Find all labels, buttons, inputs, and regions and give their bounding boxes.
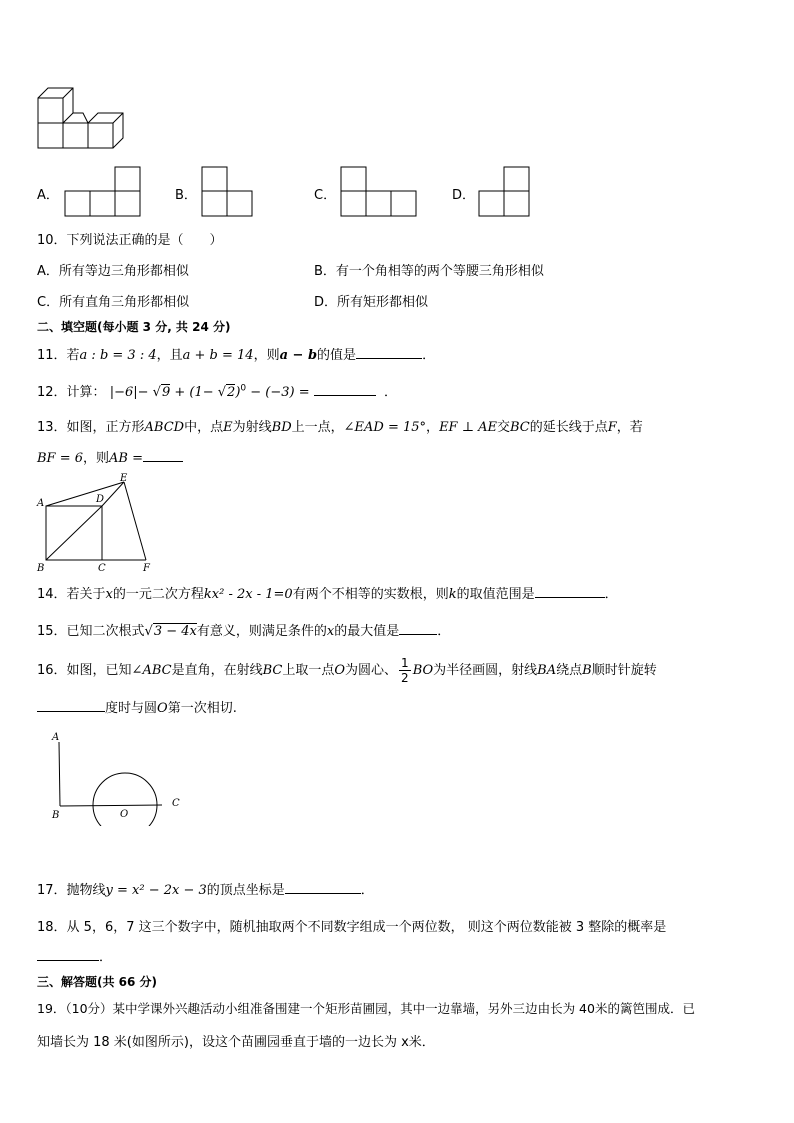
q19-line-2: 知墙长为 18 米(如图所示)，设这个苗圃园垂直于墙的一边长为 x米． (37, 1035, 435, 1050)
q14-text-4: 的取值范围是 (456, 587, 535, 602)
q15-text-2: 有意义，则满足条件的 (196, 624, 327, 639)
q12-root-9: 9 (161, 385, 171, 400)
q13-text-6: 交 (496, 420, 510, 435)
q13-square-name: ABCD (144, 420, 185, 435)
q16-label-a: A (52, 732, 60, 743)
q13-text-5: ， (426, 420, 440, 435)
q13-perpendicular: EF ⊥ AE (439, 420, 497, 435)
q14-equation: kx² - 2x - 1=0 (203, 587, 293, 602)
q12: 12．计算： $|-6|- √9 + (1- √2)^0 - (-3)$ = ． (37, 381, 397, 400)
q13-diagonal-bd (46, 506, 102, 560)
q16-circle-o: O (157, 701, 168, 716)
q11-answer-blank[interactable] (356, 344, 422, 359)
option-c-view (340, 166, 420, 218)
q12-paren-close: ) (235, 385, 241, 400)
q11-text-3: ，则 (253, 348, 280, 363)
q12-abs-value: |−6|− (109, 385, 153, 400)
q16-text-6: 绕点 (556, 663, 583, 678)
q10-option-d: D．所有矩形都相似 (314, 295, 429, 310)
q12-root-2: 2 (227, 385, 236, 400)
q12-paren-open: + (1− (170, 385, 218, 400)
q14-k: k (448, 587, 457, 602)
q13-ab: AB = (109, 451, 143, 466)
q16-text-5: 为半径画圆，射线 (433, 663, 538, 678)
q13-segment-ae (46, 482, 124, 506)
section-3-heading: 三、解答题(共 66 分) (37, 975, 158, 989)
q16-text-7: 顺时针旋转 (591, 663, 657, 678)
q17-end: ． (360, 883, 374, 898)
q16-text-3: 上取一点 (282, 663, 335, 678)
q18-line-2 (37, 946, 112, 965)
q13-label-b: B (37, 563, 45, 574)
q12-end: ． (384, 385, 398, 400)
q14-answer-blank[interactable] (535, 583, 605, 598)
q14-text-1: 14．若关于 (37, 587, 106, 602)
q13-text-3: 为射线 (232, 420, 272, 435)
q16-line-1 (37, 656, 657, 685)
q13-text-8: ，若 (616, 420, 643, 435)
q13-text-9: ，则 (83, 451, 110, 466)
q16-line-2 (37, 697, 237, 716)
q13-label-f: F (143, 563, 150, 574)
q14-text-2: 的一元二次方程 (112, 587, 204, 602)
q17 (37, 879, 374, 898)
q17-text-1: 17．抛物线 (37, 883, 106, 898)
option-a-label: A． (37, 188, 59, 203)
q19-line-1: 19．（10分）某中学课外兴趣活动小组准备围建一个矩形苗圃园，其中一边靠墙，另外三边由长为 40米的篱笆围成．已 (37, 1001, 695, 1016)
q16-label-b: B (52, 810, 60, 821)
q16-text-9: 第一次相切. (167, 701, 237, 716)
q16-ray-ba: BA (537, 663, 557, 678)
q13-answer-blank[interactable] (143, 447, 183, 462)
q17-answer-blank[interactable] (285, 879, 361, 894)
option-d-view (478, 166, 534, 218)
q15-answer-blank[interactable] (399, 620, 437, 635)
q16-text-2: 是直角，在射线 (171, 663, 263, 678)
q16-numerator: 1 (401, 656, 409, 670)
option-d-label: D． (452, 188, 476, 203)
q13-bf: BF = 6 (37, 451, 84, 466)
option-b-label: B． (175, 188, 197, 203)
option-c-label: C． (314, 188, 337, 203)
q11-ratio: a : b = 3 : 4 (79, 348, 157, 363)
q11-text-2: ，且 (156, 348, 183, 363)
q16-label-c: C (172, 798, 180, 809)
q16-ray-ba-line (59, 742, 60, 806)
q12-tail: − (−3) = (246, 385, 314, 400)
q16-text-1: 16．如图，已知 (37, 663, 132, 678)
q13-text-7: 的延长线于点 (529, 420, 608, 435)
q13-line-2 (37, 447, 183, 466)
q18-end: ． (99, 950, 113, 965)
q16-point-o: O (334, 663, 346, 678)
q13-point-f: F (607, 420, 617, 435)
q13-angle: ∠EAD = 15° (343, 420, 427, 435)
option-b-view (201, 166, 257, 218)
q15-x: x (326, 624, 335, 639)
q14-end: ． (604, 587, 618, 602)
q15-text-1: 15．已知二次根式 (37, 624, 145, 639)
q13-text-4: 上一点， (291, 420, 344, 435)
section-2-heading: 二、填空题(每小题 3 分, 共 24 分) (37, 320, 231, 334)
q10-option-c: C．所有直角三角形都相似 (37, 295, 190, 310)
q17-equation: y = x² − 2x − 3 (105, 883, 207, 898)
q11 (37, 344, 435, 363)
q13-text-1: 13．如图，正方形 (37, 420, 145, 435)
q14 (37, 583, 618, 602)
q13-ray-bd: BD (271, 420, 292, 435)
q16-figure (44, 726, 194, 826)
q16-point-b: B (582, 663, 592, 678)
q16-ray-bc-line (60, 805, 162, 806)
q13-text-2: 中，点 (184, 420, 224, 435)
q12-text-1: 12．计算： (37, 385, 106, 400)
q15-text-3: 的最大值是 (334, 624, 400, 639)
option-a-view (64, 166, 144, 218)
q15: 15．已知二次根式√3 − 4x有意义，则满足条件的x的最大值是 ． (37, 620, 450, 639)
q14-text-3: 有两个不相等的实数根，则 (292, 587, 449, 602)
q16-fraction (399, 656, 411, 685)
q13-line-1 (37, 416, 643, 435)
q16-text-4: 为圆心、 (345, 663, 398, 678)
q13-label-a: A (37, 498, 45, 509)
q13-segment-ef (124, 482, 146, 560)
q16-label-o: O (120, 809, 129, 820)
q13-figure (34, 470, 159, 580)
q16-angle: ∠ABC (131, 663, 172, 678)
q10-stem: 10．下列说法正确的是（ ） (37, 233, 223, 248)
q11-sum: a + b = 14 (182, 348, 254, 363)
q13-segment-bc: BC (509, 420, 530, 435)
q13-label-d: D (96, 494, 105, 505)
q12-exponent: 0 (240, 383, 247, 394)
q15-end: ． (437, 624, 451, 639)
q16-text-8: 度时与圆 (105, 701, 158, 716)
q10-option-b: B．有一个角相等的两个等腰三角形相似 (314, 264, 544, 279)
q16-answer-blank[interactable] (37, 697, 105, 712)
q16-ray-bc: BC (262, 663, 283, 678)
q13-label-c: C (98, 563, 106, 574)
q13-point-e: E (223, 420, 233, 435)
q14-x: x (105, 587, 113, 602)
q12-answer-blank[interactable] (314, 381, 376, 396)
q15-radicand: 3 − 4x (153, 624, 197, 639)
q10-option-a: A．所有等边三角形都相似 (37, 264, 189, 279)
q11-text-1: 11．若 (37, 348, 80, 363)
q11-expression: a − b (279, 348, 318, 363)
q16-bo: BO (412, 663, 434, 678)
q18-line-1: 18．从 5，6，7 这三个数字中，随机抽取两个不同数字组成一个两位数， 则这个两位数能被 3 整除的概率是 (37, 920, 667, 935)
q16-denominator: 2 (401, 671, 409, 685)
solid-figure (36, 86, 136, 152)
q11-text-4: 的值是 (317, 348, 357, 363)
q17-text-2: 的顶点坐标是 (206, 883, 285, 898)
q11-end: ． (422, 348, 436, 363)
q18-answer-blank[interactable] (37, 946, 99, 961)
q13-label-e: E (120, 473, 128, 484)
